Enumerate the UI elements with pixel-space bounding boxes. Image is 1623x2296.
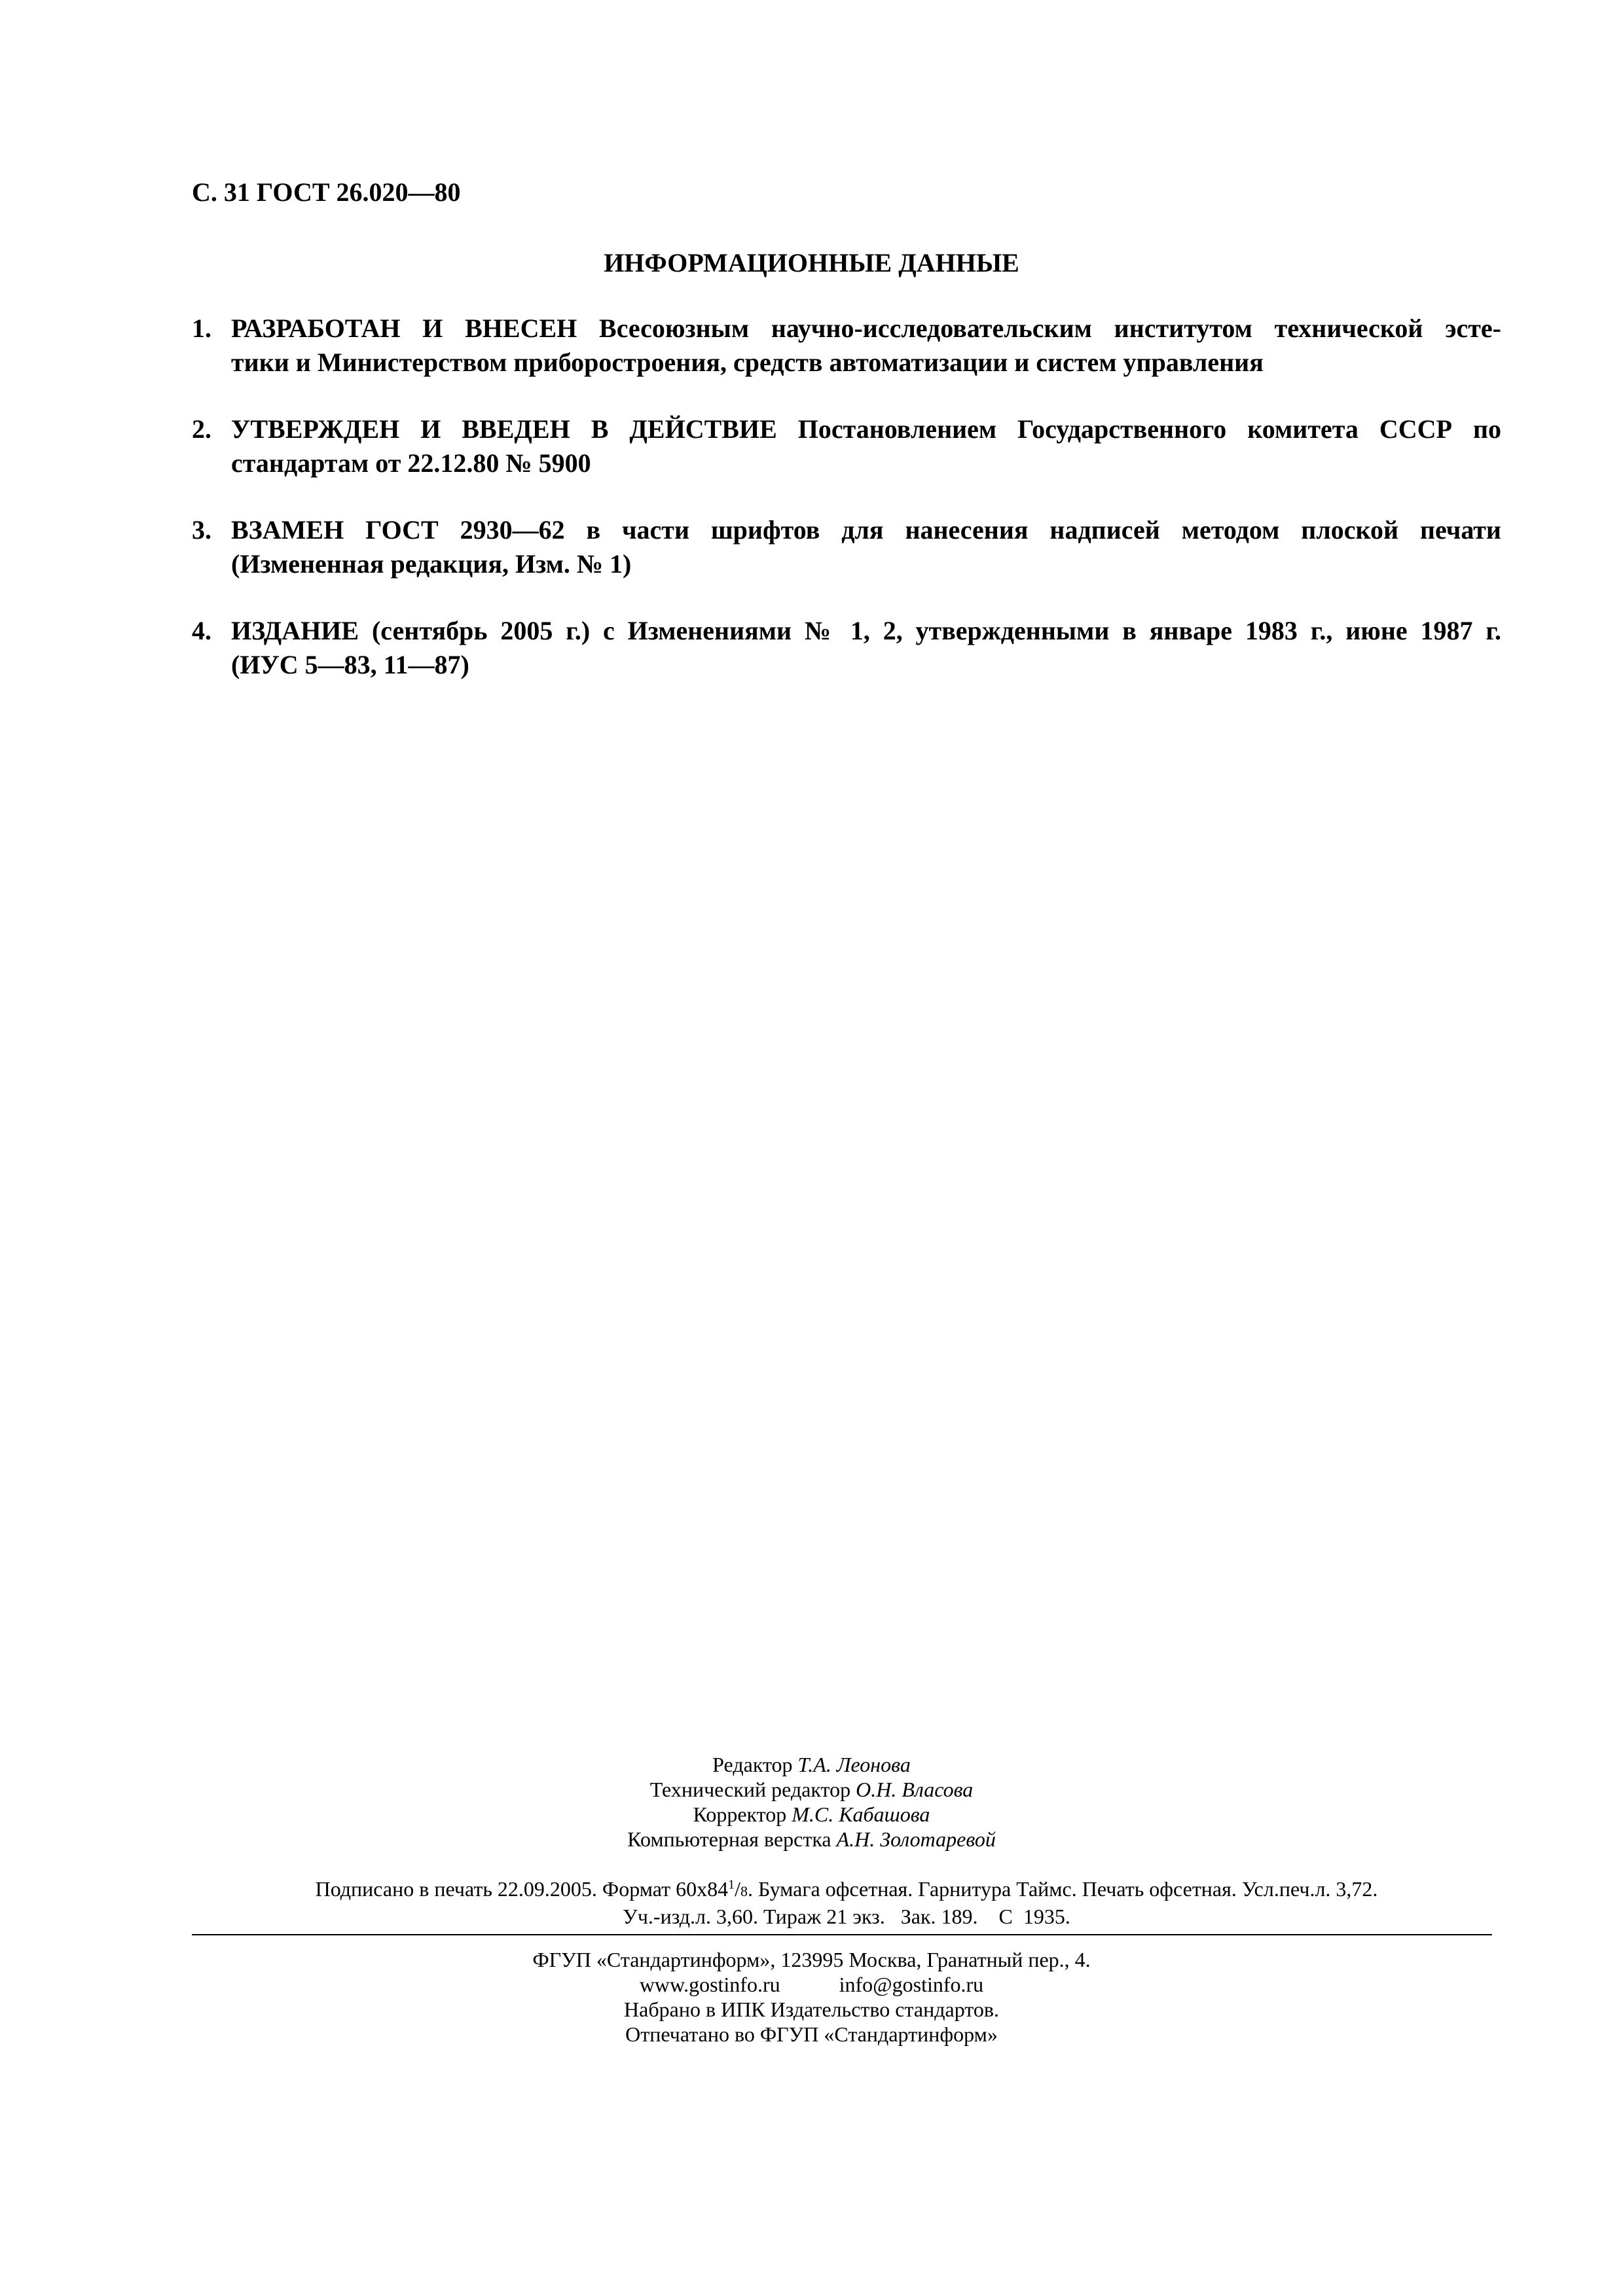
- fraction-denominator: 8: [740, 1883, 748, 1899]
- fraction-numerator: 1: [728, 1877, 735, 1892]
- item-line-2: (Измененная редакция, Изм. № 1): [231, 549, 632, 579]
- publisher-email: info@gostinfo.ru: [839, 1973, 984, 1996]
- page-header: С. 31 ГОСТ 26.020—80: [192, 177, 461, 207]
- item-lead: РАЗРАБОТАН И ВНЕСЕН: [231, 314, 577, 343]
- item-number: 4.: [192, 616, 211, 645]
- print-info-line-2: Уч.-изд.л. 3,60. Тираж 21 экз. Зак. 189. С 1935.: [623, 1905, 1070, 1928]
- item-number: 3.: [192, 515, 211, 545]
- item-text: Постановлением Государственного комитета СССР по: [776, 414, 1501, 444]
- item-text: (сентябрь 2005 г.) с Изменениями № 1, 2, утвержденными в январе 1983 г., июне 1987 г.: [359, 616, 1501, 645]
- item-number: 2.: [192, 414, 211, 444]
- item-line-1: [231, 312, 1501, 346]
- credit-tech-editor: [0, 1777, 1623, 1802]
- item-text: в части шрифтов для нанесения надписей методом плоской печати: [564, 515, 1501, 545]
- credit-role: Корректор: [693, 1803, 787, 1826]
- divider: [192, 1934, 1492, 1935]
- item-line-1: [231, 614, 1501, 648]
- credits-block: [0, 1752, 1623, 1852]
- print-info: [192, 1876, 1501, 1929]
- item-lead: ВЗАМЕН ГОСТ 2930—62: [231, 515, 565, 545]
- item-text: Всесоюзным научно-исследовательским институтом технической эсте-: [577, 314, 1501, 343]
- print-info-line-1: [192, 1876, 1501, 1904]
- info-items-list: [192, 312, 1501, 715]
- list-item: [192, 513, 1501, 581]
- credit-name: О.Н. Власова: [856, 1778, 974, 1801]
- list-item: [192, 412, 1501, 480]
- item-line-1: [231, 513, 1501, 547]
- item-lead: ИЗДАНИЕ: [231, 616, 359, 645]
- list-item: [192, 614, 1501, 682]
- publisher-address: ФГУП «Стандартинформ», 123995 Москва, Гранатный пер., 4.: [532, 1948, 1091, 1971]
- publisher-typeset: Набрано в ИПК Издательство стандартов.: [624, 1998, 999, 2021]
- credit-name: А.Н. Золотаревой: [836, 1827, 996, 1851]
- publisher-block: [0, 1947, 1623, 2047]
- publisher-contacts: [0, 1972, 1623, 1997]
- item-line-2: стандартам от 22.12.80 № 5900: [231, 448, 591, 478]
- credit-name: Т.А. Леонова: [797, 1753, 911, 1776]
- credit-name: М.С. Кабашова: [792, 1803, 930, 1826]
- credit-editor: [0, 1752, 1623, 1777]
- credit-role: Технический редактор: [649, 1778, 851, 1801]
- credit-role: Редактор: [712, 1753, 793, 1776]
- print-info-text: Подписано в печать 22.09.2005. Формат 60х84: [315, 1877, 729, 1901]
- publisher-printed: Отпечатано во ФГУП «Стандартинформ»: [625, 2022, 998, 2046]
- section-title: ИНФОРМАЦИОННЫЕ ДАННЫЕ: [604, 248, 1019, 278]
- fraction-slash: /: [735, 1877, 740, 1901]
- item-lead: УТВЕРЖДЕН И ВВЕДЕН В ДЕЙСТВИЕ: [231, 414, 777, 444]
- item-number: 1.: [192, 314, 211, 343]
- list-item: [192, 312, 1501, 380]
- publisher-website: www.gostinfo.ru: [639, 1973, 780, 1996]
- print-info-text: . Бумага офсетная. Гарнитура Таймс. Печать офсетная. Усл.печ.л. 3,72.: [747, 1877, 1378, 1901]
- item-line-2: (ИУС 5—83, 11—87): [231, 650, 469, 679]
- credit-proofreader: [0, 1802, 1623, 1827]
- credit-role: Компьютерная верстка: [627, 1827, 831, 1851]
- credit-layout: [0, 1827, 1623, 1852]
- item-line-1: [231, 412, 1501, 446]
- item-line-2: тики и Министерством приборостроения, средств автоматизации и систем управления: [231, 348, 1264, 377]
